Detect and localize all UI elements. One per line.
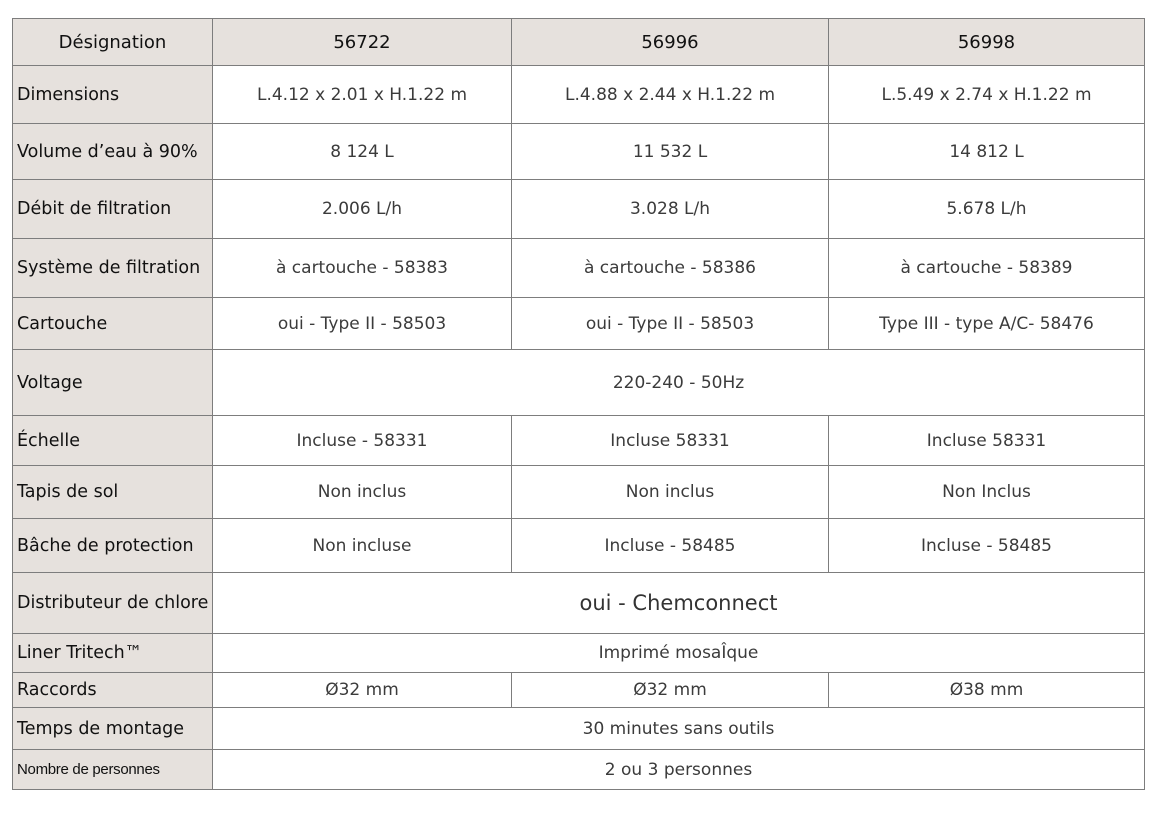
cell-value: L.5.49 x 2.74 x H.1.22 m	[829, 66, 1145, 124]
cell-value: Ø38 mm	[829, 673, 1145, 708]
row-label: Liner Tritech™	[13, 634, 213, 673]
row-label: Bâche de protection	[13, 519, 213, 573]
model-56996: 56996	[512, 19, 829, 66]
cell-value: Non inclus	[213, 466, 512, 519]
row-cartouche	[13, 298, 1145, 350]
row-volume	[13, 124, 1145, 180]
row-label: Raccords	[13, 673, 213, 708]
cell-value: 30 minutes sans outils	[213, 708, 1145, 750]
row-label: Voltage	[13, 350, 213, 416]
cell-value: Incluse 58331	[829, 416, 1145, 466]
row-raccords	[13, 673, 1145, 708]
row-debit	[13, 180, 1145, 239]
cell-value: 3.028 L/h	[512, 180, 829, 239]
spec-table	[12, 18, 1145, 790]
cell-value: Imprimé mosaÎque	[213, 634, 1145, 673]
cell-value: Incluse - 58485	[512, 519, 829, 573]
row-liner	[13, 634, 1145, 673]
row-label: Tapis de sol	[13, 466, 213, 519]
row-label: Dimensions	[13, 66, 213, 124]
row-label: Débit de filtration	[13, 180, 213, 239]
designation-label: Désignation	[13, 19, 213, 66]
cell-value: Incluse 58331	[512, 416, 829, 466]
cell-value: à cartouche - 58386	[512, 239, 829, 298]
row-label: Cartouche	[13, 298, 213, 350]
cell-value: Type III - type A/C- 58476	[829, 298, 1145, 350]
row-bache	[13, 519, 1145, 573]
row-distributeur	[13, 573, 1145, 634]
cell-value: Incluse - 58331	[213, 416, 512, 466]
cell-value: 11 532 L	[512, 124, 829, 180]
cell-value: 220-240 - 50Hz	[213, 350, 1145, 416]
model-56998: 56998	[829, 19, 1145, 66]
cell-value: Non inclus	[512, 466, 829, 519]
cell-value: oui - Type II - 58503	[213, 298, 512, 350]
cell-value: oui - Type II - 58503	[512, 298, 829, 350]
header-row	[13, 19, 1145, 66]
cell-value: 14 812 L	[829, 124, 1145, 180]
row-tapis	[13, 466, 1145, 519]
cell-value: L.4.12 x 2.01 x H.1.22 m	[213, 66, 512, 124]
row-voltage	[13, 350, 1145, 416]
cell-value: Non Inclus	[829, 466, 1145, 519]
row-label: Système de filtration	[13, 239, 213, 298]
cell-value: Incluse - 58485	[829, 519, 1145, 573]
cell-value: 5.678 L/h	[829, 180, 1145, 239]
cell-value: oui - Chemconnect	[213, 573, 1145, 634]
cell-value: 8 124 L	[213, 124, 512, 180]
row-personnes	[13, 750, 1145, 790]
row-dimensions	[13, 66, 1145, 124]
row-label: Volume d’eau à 90%	[13, 124, 213, 180]
row-systeme	[13, 239, 1145, 298]
cell-value: à cartouche - 58389	[829, 239, 1145, 298]
cell-value: 2 ou 3 personnes	[213, 750, 1145, 790]
row-montage	[13, 708, 1145, 750]
cell-value: Ø32 mm	[512, 673, 829, 708]
cell-value: Ø32 mm	[213, 673, 512, 708]
row-label: Distributeur de chlore	[13, 573, 213, 634]
row-echelle	[13, 416, 1145, 466]
row-label: Temps de montage	[13, 708, 213, 750]
cell-value: L.4.88 x 2.44 x H.1.22 m	[512, 66, 829, 124]
cell-value: à cartouche - 58383	[213, 239, 512, 298]
cell-value: 2.006 L/h	[213, 180, 512, 239]
model-56722: 56722	[213, 19, 512, 66]
row-label: Nombre de personnes	[13, 750, 213, 790]
row-label: Échelle	[13, 416, 213, 466]
cell-value: Non incluse	[213, 519, 512, 573]
